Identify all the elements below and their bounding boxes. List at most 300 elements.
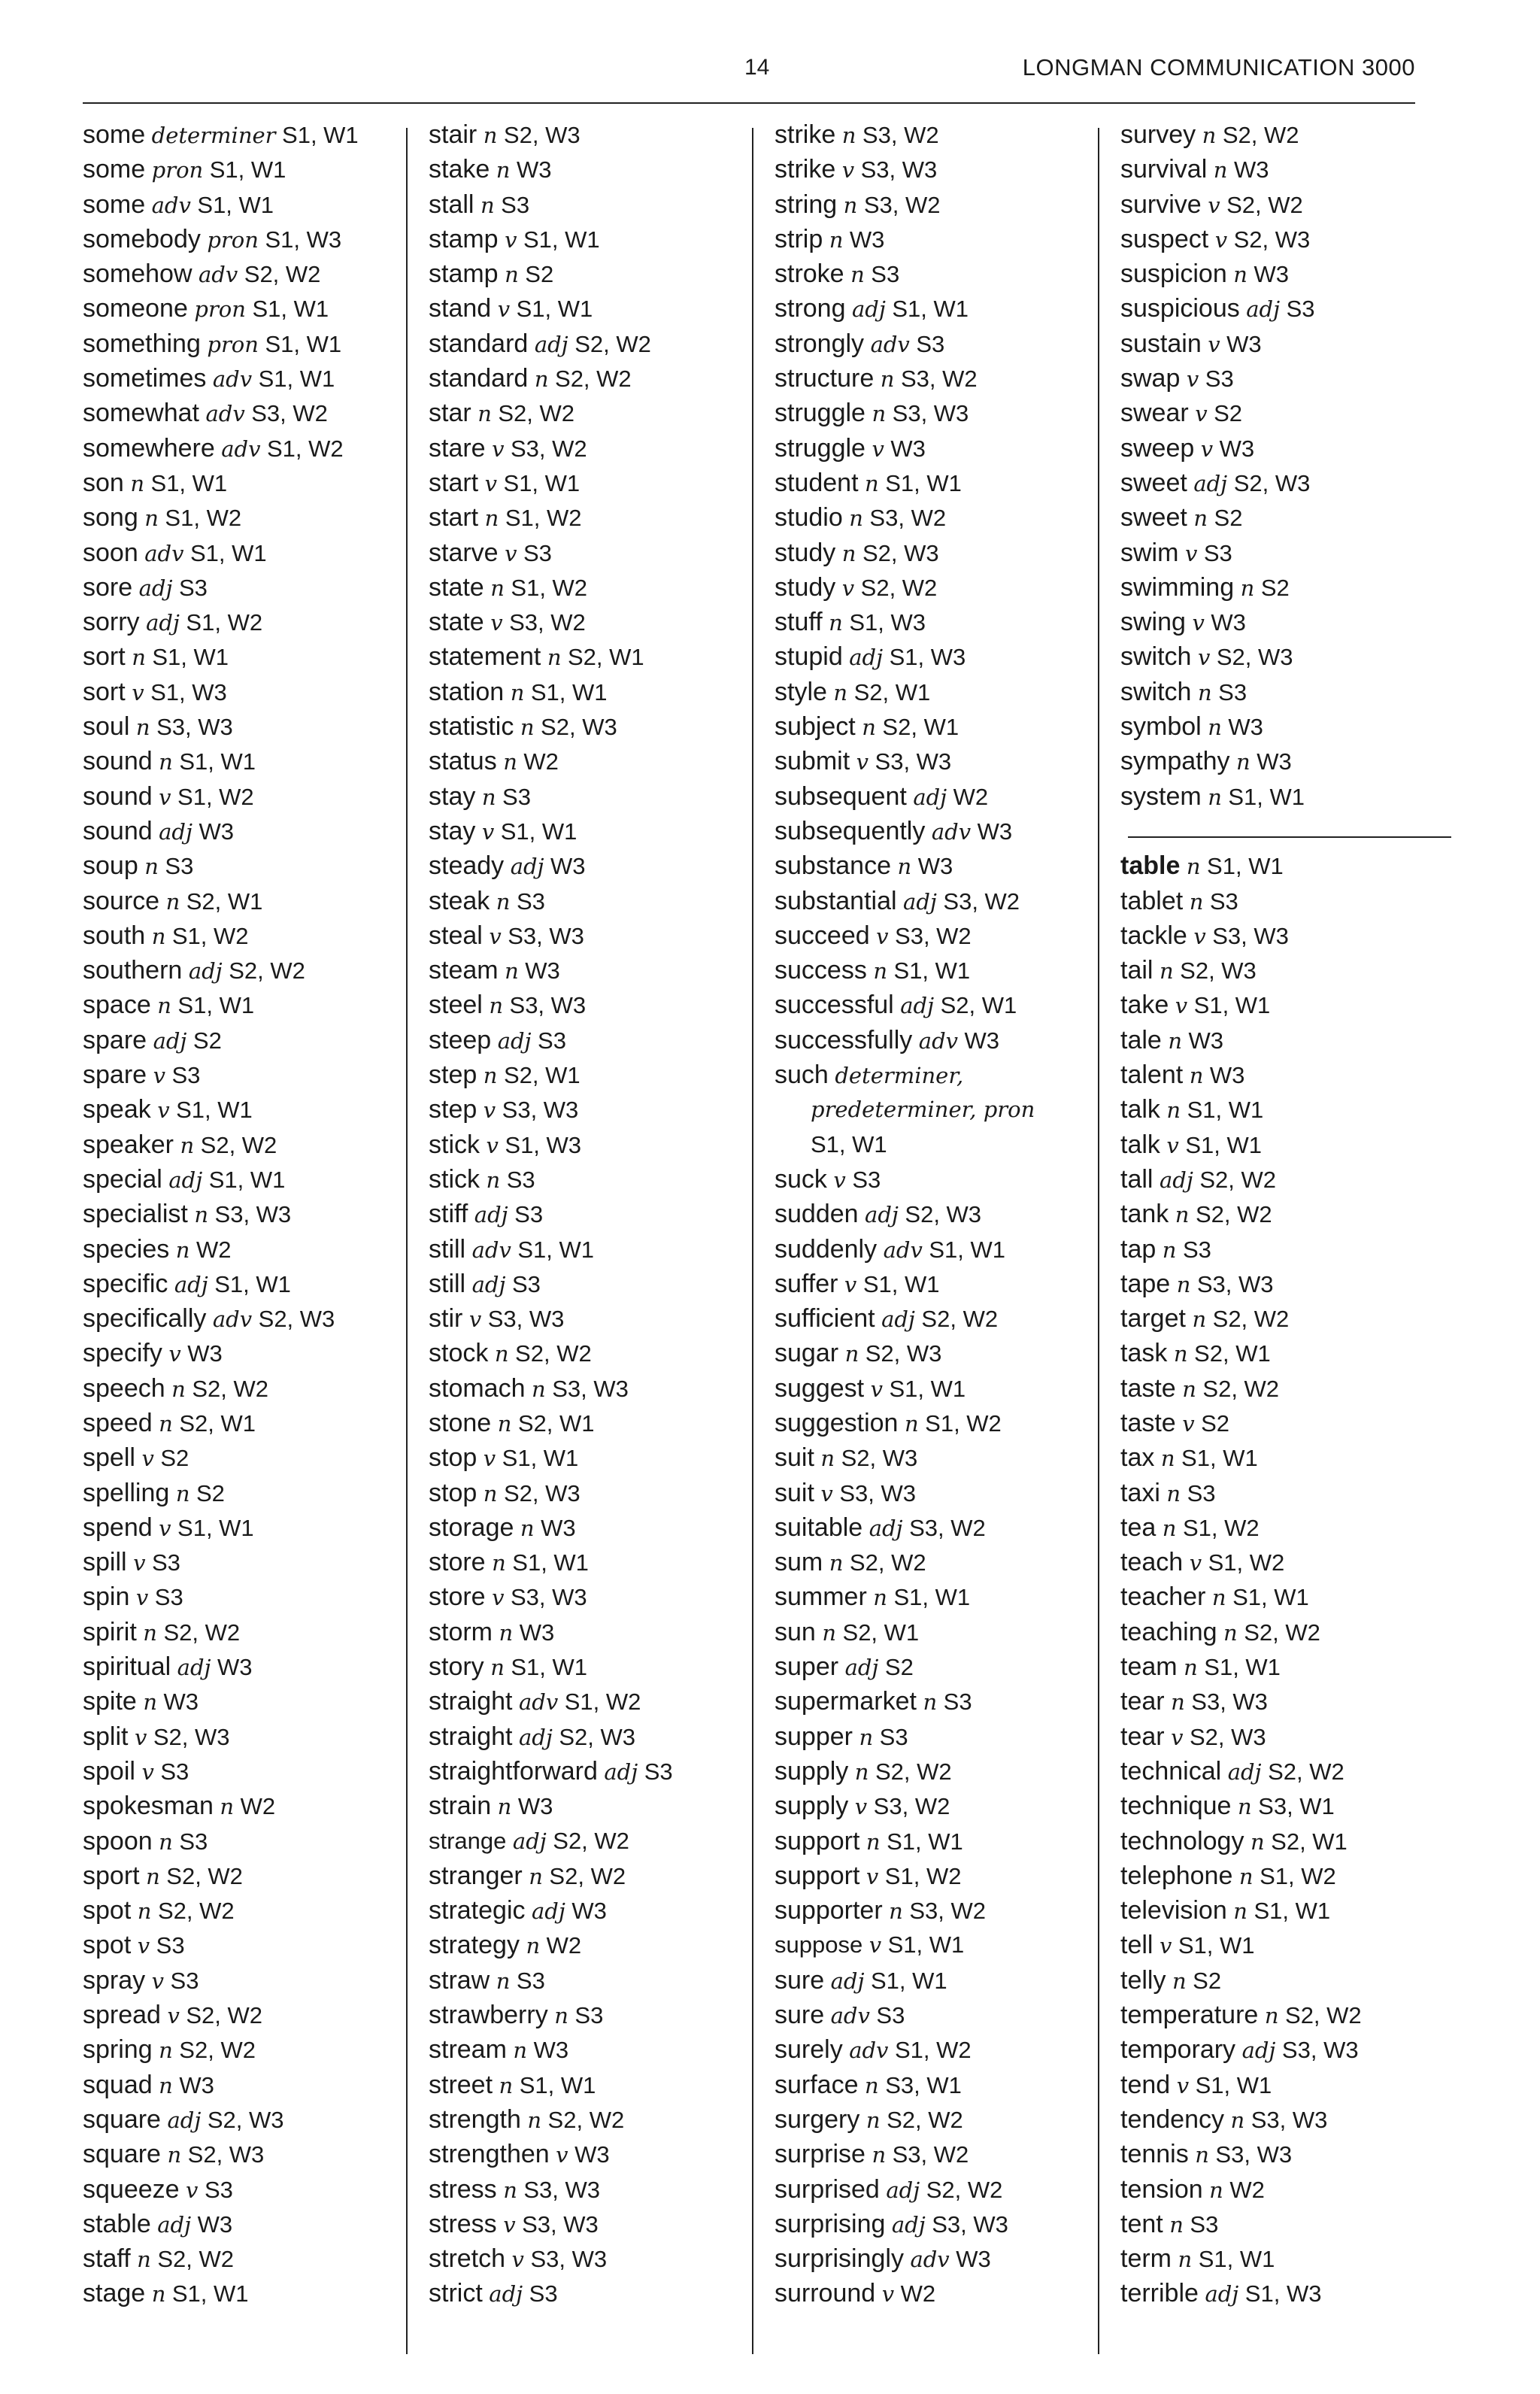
headword: tail xyxy=(1120,956,1153,985)
part-of-speech: v xyxy=(841,157,855,184)
word-entry xyxy=(775,1267,1105,1301)
word-entry xyxy=(83,2172,414,2207)
headword: television xyxy=(1120,1896,1227,1925)
word-entry xyxy=(775,988,1105,1022)
part-of-speech: n xyxy=(865,2107,881,2133)
headword: straw xyxy=(429,1965,490,1995)
part-of-speech: v xyxy=(1197,645,1211,671)
word-entry xyxy=(775,675,1105,709)
word-entry xyxy=(83,1232,414,1267)
frequency-codes: S3 xyxy=(1286,296,1315,323)
word-entry xyxy=(83,675,414,709)
part-of-speech: n xyxy=(859,1724,874,1750)
frequency-codes: S3 xyxy=(516,888,545,915)
frequency-codes: S3, W3 xyxy=(502,1097,579,1124)
headword: strategic xyxy=(429,1896,526,1925)
frequency-codes: S2, W2 xyxy=(1212,1306,1290,1333)
headword: strong xyxy=(775,294,846,323)
headword: surprising xyxy=(775,2209,886,2238)
word-entry xyxy=(775,1545,1105,1579)
part-of-speech: v xyxy=(833,1167,846,1193)
part-of-speech: v xyxy=(820,1480,833,1506)
word-entry xyxy=(429,187,759,222)
word-entry xyxy=(1120,709,1451,744)
part-of-speech: n xyxy=(1159,958,1174,985)
word-entry xyxy=(1120,988,1451,1022)
headword: surely xyxy=(775,2035,843,2065)
frequency-codes: S1, W1 xyxy=(811,1130,887,1158)
part-of-speech: adj xyxy=(497,1027,532,1054)
word-entry xyxy=(429,2241,759,2276)
frequency-codes: S1, W1 xyxy=(862,1270,940,1297)
headword: somewhat xyxy=(83,399,199,428)
frequency-codes: W2 xyxy=(240,1793,276,1820)
frequency-codes: S3 xyxy=(876,2002,905,2029)
part-of-speech: n xyxy=(505,958,519,985)
word-entry xyxy=(1120,291,1451,326)
part-of-speech: n xyxy=(1175,1202,1190,1228)
word-entry xyxy=(83,1754,414,1789)
word-entry xyxy=(429,744,759,778)
part-of-speech: adv xyxy=(151,192,191,218)
headword: stay xyxy=(429,816,476,845)
word-entry xyxy=(429,1440,759,1475)
part-of-speech: adj xyxy=(865,1202,899,1228)
headword: spelling xyxy=(83,1478,170,1507)
word-entry xyxy=(775,639,1105,674)
frequency-codes: S2, W2 xyxy=(498,400,575,427)
word-entry xyxy=(775,884,1105,918)
part-of-speech: v xyxy=(505,226,517,253)
headword: speaker xyxy=(83,1130,174,1159)
frequency-codes: W3 xyxy=(1254,261,1289,288)
part-of-speech: n xyxy=(1172,1968,1187,1994)
headword: swim xyxy=(1120,538,1179,567)
frequency-codes: S3, W3 xyxy=(214,1201,292,1228)
part-of-speech: adj xyxy=(1227,1758,1262,1785)
frequency-codes: S3, W3 xyxy=(552,1375,629,1402)
frequency-codes: S3, W2 xyxy=(909,1514,986,1541)
part-of-speech: adj xyxy=(188,958,223,985)
headword: soul xyxy=(83,712,130,742)
part-of-speech: n xyxy=(1197,679,1212,705)
part-of-speech: n xyxy=(1230,2107,1245,2133)
word-entry xyxy=(83,1719,414,1754)
part-of-speech: n xyxy=(923,1689,938,1716)
headword: some xyxy=(83,190,146,219)
word-entry xyxy=(1120,2137,1451,2171)
part-of-speech: n xyxy=(477,401,492,427)
frequency-codes: S2, W1 xyxy=(842,1619,920,1646)
headword: supply xyxy=(775,1792,849,1821)
page-number: 14 xyxy=(744,55,770,80)
part-of-speech: adj xyxy=(913,784,947,810)
headword: suit xyxy=(775,1443,814,1473)
part-of-speech: v xyxy=(511,2247,524,2273)
frequency-codes: S1, W2 xyxy=(1208,1549,1285,1576)
frequency-codes: S2, W3 xyxy=(865,1340,942,1367)
word-entry xyxy=(83,1162,414,1197)
frequency-codes: S3 xyxy=(523,539,552,566)
frequency-codes: S3, W3 xyxy=(508,922,584,949)
frequency-codes: S3, W2 xyxy=(509,609,586,636)
frequency-codes: W3 xyxy=(956,2246,991,2273)
word-entry xyxy=(429,1510,759,1545)
frequency-codes: W3 xyxy=(525,957,560,985)
headword: technology xyxy=(1120,1826,1244,1855)
word-entry xyxy=(1120,1754,1451,1789)
part-of-speech: n xyxy=(829,1550,844,1576)
headword: stamp xyxy=(429,259,499,289)
part-of-speech: adj xyxy=(891,2211,926,2238)
headword: suspect xyxy=(1120,224,1209,253)
headword: survive xyxy=(1120,190,1202,219)
part-of-speech: n xyxy=(167,2142,182,2168)
frequency-codes: S1, W1 xyxy=(500,818,578,845)
headword: tablet xyxy=(1120,886,1184,915)
column-divider xyxy=(752,128,753,2354)
headword: study xyxy=(775,538,836,567)
frequency-codes: S3 xyxy=(879,1723,908,1750)
frequency-codes: S2, W1 xyxy=(1194,1340,1271,1367)
word-entry xyxy=(83,1963,414,1998)
word-entry xyxy=(83,1476,414,1510)
headword: success xyxy=(775,956,867,985)
word-entry xyxy=(1120,256,1451,291)
part-of-speech: n xyxy=(496,888,511,915)
word-entry xyxy=(775,1579,1105,1614)
part-of-speech: n xyxy=(897,854,912,880)
part-of-speech: n xyxy=(520,715,535,741)
headword: sort xyxy=(83,677,126,706)
frequency-codes: S1, W1 xyxy=(512,1549,589,1576)
part-of-speech: v xyxy=(856,749,869,775)
word-entry xyxy=(1120,1615,1451,1649)
frequency-codes: S3, W2 xyxy=(895,922,972,949)
headword: stable xyxy=(83,2209,151,2238)
frequency-codes: S3, W3 xyxy=(1215,2141,1293,2168)
part-of-speech: n xyxy=(1173,1341,1188,1367)
frequency-codes: W3 xyxy=(571,1898,607,1925)
part-of-speech: n xyxy=(850,262,865,288)
part-of-speech: n xyxy=(1184,1655,1198,1681)
word-entry xyxy=(429,326,759,361)
part-of-speech: n xyxy=(1193,505,1208,532)
frequency-codes: S3, W2 xyxy=(863,191,941,218)
headword: son xyxy=(83,468,124,497)
frequency-codes: S1, W1 xyxy=(179,748,256,775)
frequency-codes: S3 xyxy=(506,1166,535,1193)
frequency-codes: W3 xyxy=(574,2141,610,2168)
part-of-speech: v xyxy=(137,1933,150,1959)
headword: soon xyxy=(83,538,138,567)
headword: tank xyxy=(1120,1200,1169,1229)
word-entry xyxy=(775,2276,1105,2311)
part-of-speech: v xyxy=(492,1585,505,1611)
word-entry xyxy=(429,361,759,396)
part-of-speech: adv xyxy=(931,818,972,845)
frequency-codes: S3 xyxy=(179,1828,208,1855)
frequency-codes: S3, W2 xyxy=(909,1898,986,1925)
part-of-speech: n xyxy=(481,784,496,810)
frequency-codes: W3 xyxy=(849,226,885,253)
part-of-speech: v xyxy=(1208,192,1220,218)
word-entry xyxy=(775,466,1105,500)
part-of-speech: v xyxy=(1193,923,1206,949)
part-of-speech: adv xyxy=(918,1027,959,1054)
frequency-codes: S1, W1 xyxy=(258,366,335,393)
headword: sure xyxy=(775,2001,825,2030)
word-entry xyxy=(1120,639,1451,674)
frequency-codes: S1, W1 xyxy=(214,1270,291,1297)
part-of-speech: pron xyxy=(207,226,259,253)
headword: talk xyxy=(1120,1130,1160,1159)
word-entry xyxy=(775,187,1105,222)
frequency-codes: S3 xyxy=(1205,366,1234,393)
frequency-codes: S3 xyxy=(516,1967,545,1994)
headword: stretch xyxy=(429,2244,506,2274)
part-of-speech: adj xyxy=(157,2211,192,2238)
part-of-speech: n xyxy=(1223,1619,1238,1646)
running-head: LONGMAN COMMUNICATION 3000 xyxy=(1022,54,1415,80)
frequency-codes: W2 xyxy=(900,2280,936,2308)
part-of-speech: n xyxy=(144,505,159,532)
headword: something xyxy=(83,329,201,358)
part-of-speech: n xyxy=(1202,123,1217,148)
part-of-speech: n xyxy=(483,123,498,148)
word-entry xyxy=(775,1858,1105,1893)
frequency-codes: W3 xyxy=(1226,330,1262,357)
part-of-speech: n xyxy=(1171,1689,1185,1716)
headword: substance xyxy=(775,851,891,881)
frequency-codes: S3, W3 xyxy=(523,2176,601,2203)
headword: stomach xyxy=(429,1373,526,1403)
part-of-speech: n xyxy=(157,993,171,1019)
frequency-codes: S1, W1 xyxy=(1232,1584,1309,1611)
frequency-codes: S3 xyxy=(1209,888,1238,915)
headword: succeed xyxy=(775,921,870,950)
headword: source xyxy=(83,886,160,915)
headword: tap xyxy=(1120,1234,1157,1264)
headword: tax xyxy=(1120,1443,1155,1473)
headword: standard xyxy=(429,364,529,393)
part-of-speech: adj xyxy=(159,818,192,845)
headword: subsequent xyxy=(775,781,907,811)
frequency-codes: S1, W1 xyxy=(892,296,969,323)
headword: suitable xyxy=(775,1513,863,1542)
frequency-codes: S1, W1 xyxy=(517,1236,595,1263)
headword: spell xyxy=(83,1443,135,1473)
word-entry xyxy=(429,1928,759,1962)
frequency-codes: W3 xyxy=(541,1514,576,1541)
word-entry xyxy=(1120,1232,1451,1267)
headword: spot xyxy=(83,1896,132,1925)
word-entry xyxy=(429,848,759,883)
word-entry xyxy=(1120,1371,1451,1406)
part-of-speech: n xyxy=(833,679,848,705)
frequency-codes: S3, W3 xyxy=(530,2246,608,2273)
part-of-speech: n xyxy=(854,1758,869,1785)
frequency-codes: S3, W2 xyxy=(251,400,328,427)
frequency-codes: S1, W1 xyxy=(889,1375,966,1402)
frequency-codes: S2, W1 xyxy=(503,1062,581,1089)
word-entry xyxy=(83,1197,414,1231)
word-entry xyxy=(1120,1684,1451,1719)
headword: tea xyxy=(1120,1513,1157,1542)
headword: surprisingly xyxy=(775,2244,904,2274)
frequency-codes: W3 xyxy=(1228,714,1263,741)
frequency-codes: S2, W2 xyxy=(1222,122,1299,148)
part-of-speech: adj xyxy=(1193,470,1228,496)
headword: spread xyxy=(83,2001,161,2030)
part-of-speech: adj xyxy=(1246,296,1281,323)
headword: strike xyxy=(775,155,836,184)
part-of-speech: n xyxy=(862,715,876,741)
headword: state xyxy=(429,608,484,637)
part-of-speech: n xyxy=(843,192,858,218)
part-of-speech: n xyxy=(829,610,843,636)
frequency-codes: S1, W1 xyxy=(519,2071,596,2098)
headword: team xyxy=(1120,1652,1178,1682)
frequency-codes: S1, W1 xyxy=(252,296,329,323)
word-entry xyxy=(429,779,759,814)
part-of-speech: n xyxy=(1208,784,1222,810)
headword: square xyxy=(83,2104,161,2134)
frequency-codes: S1, W3 xyxy=(265,226,342,253)
word-entry xyxy=(429,918,759,953)
frequency-codes: S2, W3 xyxy=(862,539,939,566)
headword: symbol xyxy=(1120,712,1202,742)
word-entry xyxy=(429,1684,759,1719)
frequency-codes: S2, W2 xyxy=(166,1862,243,1889)
word-entry xyxy=(83,1893,414,1928)
headword: sort xyxy=(83,642,126,672)
frequency-codes: W3 xyxy=(217,1654,253,1681)
word-entry xyxy=(1120,2241,1451,2276)
headword: surround xyxy=(775,2279,876,2308)
frequency-codes: S1, W2 xyxy=(1260,1862,1336,1889)
frequency-codes: W3 xyxy=(517,1793,553,1820)
headword: suspicion xyxy=(1120,259,1227,289)
headword: taxi xyxy=(1120,1478,1160,1507)
word-entry xyxy=(429,2068,759,2102)
word-entry xyxy=(775,1057,1105,1092)
headword: sound xyxy=(83,816,153,845)
frequency-codes: S3 xyxy=(511,1270,541,1297)
frequency-codes: S3, W3 xyxy=(839,1479,916,1506)
frequency-codes: W2 xyxy=(953,783,989,810)
headword: switch xyxy=(1120,642,1192,672)
frequency-codes: S2, W2 xyxy=(549,1862,626,1889)
headword: south xyxy=(83,921,146,950)
headword: spin xyxy=(83,1582,130,1612)
part-of-speech: v xyxy=(483,1097,496,1124)
word-entry xyxy=(775,1232,1105,1267)
word-entry xyxy=(429,152,759,187)
frequency-codes: S1, W3 xyxy=(849,609,926,636)
word-entry xyxy=(1120,1998,1451,2032)
frequency-codes: S2, W1 xyxy=(186,888,263,915)
frequency-codes: S1, W1 xyxy=(887,1828,963,1855)
part-of-speech: v xyxy=(872,435,884,462)
headword: step xyxy=(429,1060,477,1090)
part-of-speech: n xyxy=(220,1794,235,1820)
part-of-speech: n xyxy=(1169,2211,1184,2238)
headword: start xyxy=(429,503,479,533)
frequency-codes: S2, W1 xyxy=(1271,1828,1348,1855)
word-entry xyxy=(429,2137,759,2171)
word-entry xyxy=(775,1649,1105,1684)
part-of-speech: n xyxy=(503,2177,517,2203)
word-entry xyxy=(429,536,759,570)
frequency-codes: S1, W1 xyxy=(171,2280,249,2308)
word-entry xyxy=(775,1998,1105,2032)
word-entry xyxy=(775,953,1105,988)
frequency-codes: S2, W2 xyxy=(849,1549,926,1576)
part-of-speech: predeterminer, pron xyxy=(811,1097,1035,1123)
part-of-speech: n xyxy=(483,1063,498,1089)
header-rule xyxy=(83,102,1415,104)
frequency-codes: S1, W1 xyxy=(176,1097,253,1124)
part-of-speech: n xyxy=(865,470,879,496)
word-entry xyxy=(83,605,414,639)
frequency-codes: S3 xyxy=(871,261,900,288)
headword: suppose xyxy=(775,1931,863,1959)
word-entry xyxy=(1120,1092,1451,1127)
headword: sore xyxy=(83,572,133,602)
part-of-speech: v xyxy=(844,1271,857,1297)
word-entry xyxy=(83,2207,414,2241)
part-of-speech: n xyxy=(547,645,562,671)
part-of-speech: n xyxy=(849,505,863,532)
word-entry xyxy=(1120,1579,1451,1614)
frequency-codes: S2 xyxy=(1214,505,1243,532)
headword: table xyxy=(1120,851,1181,881)
part-of-speech: v xyxy=(141,1446,154,1472)
headword: subject xyxy=(775,712,856,742)
part-of-speech: adj xyxy=(900,993,935,1019)
frequency-codes: S3 xyxy=(502,783,531,810)
headword: sometimes xyxy=(83,364,207,393)
headword: straight xyxy=(429,1722,513,1751)
headword: spite xyxy=(83,1687,137,1716)
frequency-codes: S2, W2 xyxy=(244,261,321,288)
word-entry xyxy=(83,1371,414,1406)
headword: successful xyxy=(775,991,894,1020)
part-of-speech: n xyxy=(159,1828,173,1855)
part-of-speech: n xyxy=(486,1167,501,1193)
headword: studio xyxy=(775,503,843,533)
word-entry xyxy=(83,953,414,988)
frequency-codes: W3 xyxy=(1257,748,1292,775)
frequency-codes: S3 xyxy=(574,2002,604,2029)
frequency-codes: S3 xyxy=(1203,539,1232,566)
word-entry xyxy=(775,918,1105,953)
frequency-codes: S1, W1 xyxy=(502,1445,579,1472)
word-entry xyxy=(775,1301,1105,1336)
frequency-codes: S1, W1 xyxy=(885,469,962,496)
part-of-speech: n xyxy=(1162,1515,1177,1541)
word-entry xyxy=(1120,1893,1451,1928)
word-entry xyxy=(1120,1824,1451,1858)
headword: squad xyxy=(83,2070,153,2099)
frequency-codes: S1, W1 xyxy=(1198,2246,1275,2273)
word-entry xyxy=(775,779,1105,814)
headword: tennis xyxy=(1120,2140,1189,2169)
part-of-speech: n xyxy=(1250,1828,1265,1855)
part-of-speech: n xyxy=(132,645,146,671)
headword: sun xyxy=(775,1617,816,1646)
